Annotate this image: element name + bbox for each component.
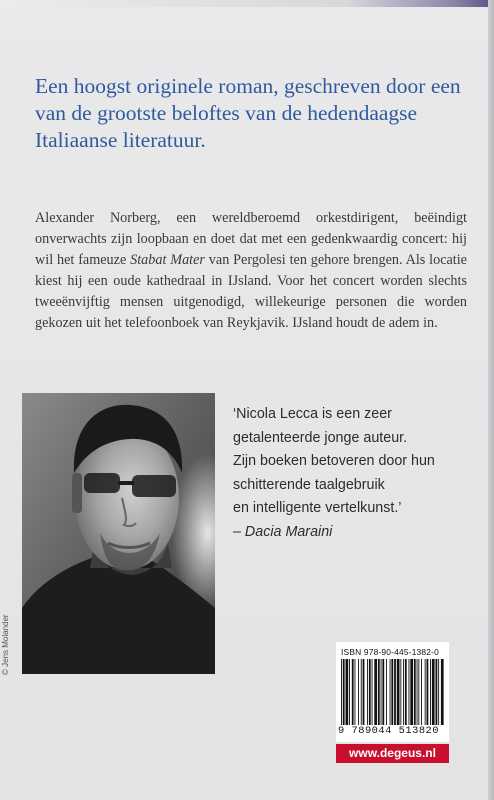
barcode-bar	[372, 659, 373, 725]
isbn-label: ISBN 978-90-445-1382-0	[341, 647, 439, 657]
synopsis-part-2: van Pergolesi ten gehore brengen. Als locatie kiest hij een oude kathedraal in IJsland. Voor het concert worden slechts tweeënvijftig mensen uitgenodigd, willekeurige personen die worden gekozen uit het telefoonboek van Reykjavik. IJsland houdt de adem in.	[35, 252, 467, 332]
barcode-bar	[425, 659, 426, 725]
barcode-bar	[397, 659, 400, 725]
barcode-bar	[438, 659, 439, 725]
barcode-panel	[336, 642, 449, 742]
barcode-bar	[400, 659, 401, 725]
barcode-bars	[340, 659, 445, 725]
barcode-bar	[361, 659, 362, 725]
photo-credit: © Jens Molander	[1, 614, 10, 675]
barcode-bar	[391, 659, 393, 725]
quote-line-4: schitterende taalgebruik	[233, 476, 385, 493]
barcode-bar	[441, 659, 444, 725]
synopsis-part-1: Alexander Norberg, een wereldberoemd orkestdirigent, beëindigt onverwachts zijn loopbaan en doet dat met een gedenkwaardig concert: hij wil het fameuze	[35, 210, 467, 269]
barcode-bar	[414, 659, 416, 725]
quote-line-5: en intelligente vertelkunst.’	[233, 500, 402, 516]
review-quote	[233, 403, 483, 544]
barcode-bar	[421, 659, 422, 725]
barcode-bar	[386, 659, 387, 725]
barcode-bar	[346, 659, 349, 725]
barcode-bar	[409, 659, 410, 725]
barcode-bar	[418, 659, 419, 725]
barcode-bar	[369, 659, 371, 725]
author-photo	[22, 393, 215, 674]
barcode-bar	[367, 659, 368, 725]
barcode-bar	[403, 659, 404, 725]
barcode-bar	[363, 659, 365, 725]
barcode-bar	[358, 659, 359, 725]
synopsis-text	[35, 208, 467, 335]
publisher-url: www.degeus.nl	[336, 744, 449, 763]
barcode-bar	[374, 659, 377, 725]
quote-line-3: Zijn boeken betoveren door hun	[233, 453, 435, 469]
top-edge-band	[0, 0, 494, 7]
barcode-bar	[430, 659, 431, 725]
barcode-bar	[355, 659, 356, 725]
quote-line-2: getalenteerde jonge auteur.	[233, 429, 408, 446]
barcode-bar	[381, 659, 382, 725]
barcode-bar	[436, 659, 438, 725]
barcode-bar	[417, 659, 418, 725]
barcode-digits: 9 789044 513820	[338, 725, 440, 737]
barcode-bar	[405, 659, 407, 725]
synopsis-work-title: Stabat Mater	[130, 252, 205, 269]
barcode-bar	[349, 659, 350, 725]
barcode-bar	[410, 659, 413, 725]
barcode-bar	[394, 659, 396, 725]
barcode-bar	[378, 659, 380, 725]
right-edge-shadow	[488, 0, 494, 800]
barcode-bar	[390, 659, 391, 725]
headline: Een hoogst originele roman, geschreven door een van de grootste beloftes van de hedendaagse Italiaanse literatuur.	[35, 74, 461, 152]
quote-author: – Dacia Maraini	[233, 523, 333, 540]
barcode-bar	[427, 659, 429, 725]
barcode-bar	[343, 659, 345, 725]
barcode-bar	[341, 659, 342, 725]
barcode-bar	[432, 659, 435, 725]
barcode-bar	[382, 659, 384, 725]
quote-line-1: ‘Nicola Lecca is een zeer	[233, 406, 392, 422]
barcode-bar	[352, 659, 354, 725]
